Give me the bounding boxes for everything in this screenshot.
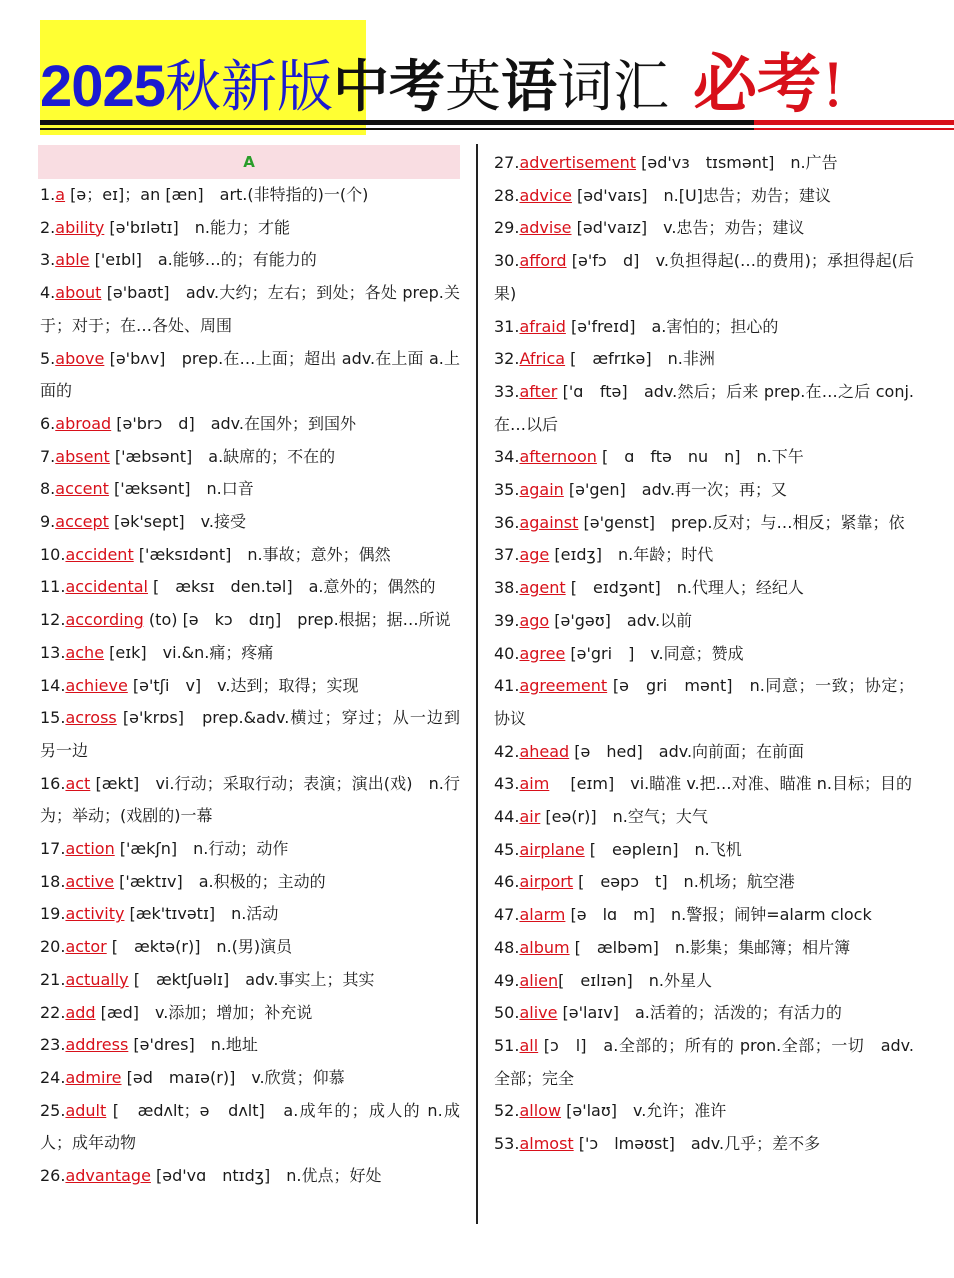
vocab-entry xyxy=(494,899,914,932)
entry-word: ability xyxy=(55,217,105,237)
entry-definition: [æk'tɪvətɪ] n.活动 xyxy=(124,904,279,924)
vocab-entry xyxy=(40,604,460,637)
entry-definition: ['ækʃn] n.行动；动作 xyxy=(114,839,289,859)
entry-definition: [ eɪlɪən] n.外星人 xyxy=(558,970,713,990)
column-divider xyxy=(476,144,478,1224)
vocab-entry xyxy=(494,507,914,540)
entry-definition: [ə'krɒs] prep.&adv.横过；穿过；从一边到另一边 xyxy=(40,708,460,760)
entry-number: 4. xyxy=(40,283,56,303)
entry-word: ache xyxy=(65,642,105,662)
title-season: 秋新版 xyxy=(165,55,334,120)
vocab-entry xyxy=(40,1160,460,1193)
entry-word: add xyxy=(65,1002,96,1022)
entry-number: 13. xyxy=(40,642,66,662)
entry-number: 29. xyxy=(494,218,520,238)
entry-definition: [ə'genst] prep.反对；与…相反；紧靠；依 xyxy=(578,512,905,532)
entry-definition: ['eɪbl] a.能够…的；有能力的 xyxy=(89,250,317,270)
entry-number: 17. xyxy=(40,839,66,859)
vocab-entry xyxy=(494,212,914,245)
entry-definition: ['ɑ ftə] adv.然后；后来 prep.在…之后 conj.在…以后 xyxy=(494,381,914,434)
entry-number: 1. xyxy=(40,185,56,204)
entry-word: after xyxy=(519,381,558,401)
title-part2: 英 xyxy=(445,55,502,120)
entry-number: 6. xyxy=(40,413,56,433)
entry-definition: [ə'bʌv] prep.在…上面；超出 adv.在上面 a.上面的 xyxy=(40,348,460,401)
vocab-entry xyxy=(494,801,914,834)
entry-number: 39. xyxy=(494,610,520,630)
entry-number: 52. xyxy=(494,1101,520,1121)
entry-definition: ['æbsənt] a.缺席的；不在的 xyxy=(109,446,336,466)
entry-number: 9. xyxy=(40,512,56,532)
vocab-entry xyxy=(40,931,460,964)
entry-word: actor xyxy=(65,937,107,957)
entry-definition: [ə'gəʊ] adv.以前 xyxy=(549,610,693,630)
vocab-entry xyxy=(494,376,914,441)
page-title xyxy=(40,50,845,136)
entry-word: accent xyxy=(55,479,109,499)
vocab-entry xyxy=(494,441,914,474)
entry-word: almost xyxy=(519,1134,574,1154)
entry-definition: (to) [ə kɔ dɪŋ] prep.根据；据…所说 xyxy=(143,610,451,630)
right-column xyxy=(494,145,914,1161)
entry-word: airplane xyxy=(519,839,585,859)
entry-word: according xyxy=(65,610,144,630)
entry-definition: [əd'vɜ tɪsmənt] n.广告 xyxy=(636,153,838,172)
entry-definition: [əd'vɑ ntɪdʒ] n.优点；好处 xyxy=(150,1166,382,1186)
entry-number: 27. xyxy=(494,153,520,172)
title-part3: 语 xyxy=(501,55,558,120)
vocab-entry xyxy=(40,441,460,474)
vocab-entry xyxy=(494,638,914,671)
vocab-entry xyxy=(494,1030,914,1095)
vocab-entry xyxy=(494,768,914,801)
entry-word: alive xyxy=(519,1003,558,1023)
entry-definition: [əd maɪə(r)] v.欣赏；仰慕 xyxy=(121,1067,345,1087)
vocab-entry xyxy=(40,964,460,997)
entry-definition: [eɪdʒ] n.年龄；时代 xyxy=(549,545,714,565)
entry-number: 43. xyxy=(494,774,520,794)
entry-definition: [əd'vaɪs] n.[U]忠告；劝告；建议 xyxy=(571,185,831,205)
title-year: 2025 xyxy=(40,54,166,119)
vocab-entry xyxy=(40,473,460,506)
entry-word: against xyxy=(519,512,579,532)
entry-number: 15. xyxy=(40,708,66,728)
entry-definition: [ə'bɪlətɪ] n.能力；才能 xyxy=(104,217,290,237)
entry-word: admire xyxy=(65,1067,122,1087)
entry-number: 45. xyxy=(494,839,520,859)
entry-definition: [ ælbəm] n.影集；集邮簿；相片簿 xyxy=(569,937,851,957)
entry-word: about xyxy=(55,283,102,303)
entry-definition: [ eɪdʒənt] n.代理人；经纪人 xyxy=(565,578,804,598)
entry-definition: [ə；eɪ]；an [æn] art.(非特指的)一(个) xyxy=(65,185,369,204)
entry-word: accept xyxy=(55,512,109,532)
entry-word: act xyxy=(65,773,91,793)
entry-definition: [ ædʌlt；ə dʌlt] a.成年的；成人的 n.成人；成年动物 xyxy=(40,1100,460,1153)
entry-definition: ['æktɪv] a.积极的；主动的 xyxy=(114,871,326,891)
entry-word: Africa xyxy=(519,349,566,369)
entry-number: 22. xyxy=(40,1002,66,1022)
vocab-entry xyxy=(40,179,460,212)
vocab-entry xyxy=(494,605,914,638)
entry-word: abroad xyxy=(55,413,112,433)
entry-word: able xyxy=(55,250,90,270)
entry-definition: [ə'laɪv] a.活着的；活泼的；有活力的 xyxy=(557,1003,842,1023)
entry-number: 40. xyxy=(494,643,520,663)
entry-number: 12. xyxy=(40,610,66,630)
entry-word: advise xyxy=(519,218,572,238)
entry-number: 26. xyxy=(40,1166,66,1186)
entry-definition: [ə'fɔ d] v.负担得起(…的费用)；承担得起(后果) xyxy=(494,251,914,303)
entry-number: 5. xyxy=(40,348,56,368)
entry-word: advantage xyxy=(65,1166,151,1186)
entry-number: 41. xyxy=(494,676,520,696)
title-exclamation: ! xyxy=(821,51,846,121)
vocab-entry xyxy=(494,965,914,998)
entry-number: 42. xyxy=(494,741,520,761)
vocab-entry xyxy=(494,997,914,1030)
entry-number: 11. xyxy=(40,577,66,597)
entry-word: age xyxy=(519,545,550,565)
title-part1: 中考 xyxy=(333,55,446,120)
entry-word: advice xyxy=(519,185,572,205)
vocab-entry xyxy=(494,866,914,899)
entry-definition: [ə'gen] adv.再一次；再；又 xyxy=(563,480,788,500)
entry-definition: [eɪk] vi.&n.痛；疼痛 xyxy=(104,642,274,662)
entry-number: 23. xyxy=(40,1035,66,1055)
entry-number: 50. xyxy=(494,1003,520,1023)
entry-number: 28. xyxy=(494,185,520,205)
title-part4: 词汇 xyxy=(557,55,670,120)
vocab-entry xyxy=(40,997,460,1030)
title-must: 必考 xyxy=(693,48,822,122)
entry-number: 51. xyxy=(494,1035,520,1055)
vocab-entry xyxy=(40,833,460,866)
entry-definition: [ækt] vi.行动；采取行动；表演；演出(戏) n.行为；举动；(戏剧的)一幕 xyxy=(40,773,460,826)
entry-number: 7. xyxy=(40,446,56,466)
entry-definition: [ə'gri ] v.同意；赞成 xyxy=(565,643,744,663)
entry-definition: [ eəpɔ t] n.机场；航空港 xyxy=(573,872,795,892)
entry-word: air xyxy=(519,807,541,827)
entry-definition: [ə'freɪd] a.害怕的；担心的 xyxy=(565,316,779,336)
entry-definition: [ɔ l] a.全部的；所有的 pron.全部；一切 adv.全部；完全 xyxy=(494,1035,914,1088)
entry-word: airport xyxy=(519,872,574,892)
entry-definition: ['æksɪdənt] n.事故；意外；偶然 xyxy=(133,544,391,564)
entry-number: 38. xyxy=(494,578,520,598)
entry-definition: [ æktə(r)] n.(男)演员 xyxy=(106,937,293,957)
entry-word: address xyxy=(65,1035,129,1055)
vocab-entry xyxy=(40,702,460,767)
entry-definition: [ə'dres] n.地址 xyxy=(128,1035,258,1055)
entry-number: 35. xyxy=(494,480,520,500)
entry-word: album xyxy=(519,937,570,957)
entry-number: 31. xyxy=(494,316,520,336)
vocab-entry xyxy=(40,212,460,245)
entry-number: 24. xyxy=(40,1067,66,1087)
entry-number: 36. xyxy=(494,512,520,532)
entry-word: action xyxy=(65,839,115,859)
entry-word: achieve xyxy=(65,675,128,695)
vocab-entry xyxy=(494,1095,914,1128)
vocab-entry xyxy=(494,343,914,376)
vocab-entry xyxy=(494,736,914,769)
vocab-entry xyxy=(40,1062,460,1095)
entry-word: ago xyxy=(519,610,550,630)
vocab-entry xyxy=(494,572,914,605)
entry-definition: [ə hed] adv.向前面；在前面 xyxy=(569,741,805,761)
entry-number: 49. xyxy=(494,970,520,990)
entry-word: absent xyxy=(55,446,110,466)
entry-number: 21. xyxy=(40,969,66,989)
section-letter-header: A xyxy=(38,145,460,179)
entry-word: afternoon xyxy=(519,447,597,467)
entry-number: 18. xyxy=(40,871,66,891)
entry-word: advertisement xyxy=(519,153,637,172)
entry-number: 16. xyxy=(40,773,66,793)
entry-definition: ['æksənt] n.口音 xyxy=(108,479,254,499)
entry-number: 44. xyxy=(494,807,520,827)
entry-word: adult xyxy=(65,1100,107,1120)
entry-number: 25. xyxy=(40,1100,66,1120)
entry-definition: [ə'brɔ d] adv.在国外；到国外 xyxy=(111,413,356,433)
entry-number: 3. xyxy=(40,250,56,270)
entry-word: accidental xyxy=(65,577,148,597)
entry-word: activity xyxy=(65,904,125,924)
entry-definition: [ eəpleɪn] n.飞机 xyxy=(584,839,742,859)
entry-word: active xyxy=(65,871,115,891)
entry-definition: [ə gri mənt] n.同意；一致；协定；协议 xyxy=(494,676,914,728)
vocab-entry xyxy=(494,474,914,507)
entry-number: 37. xyxy=(494,545,520,565)
entry-number: 33. xyxy=(494,381,520,401)
entry-definition: [ə'laʊ] v.允许；准许 xyxy=(561,1101,727,1121)
vocab-entry xyxy=(40,1029,460,1062)
vocab-entry xyxy=(40,343,460,408)
entry-number: 46. xyxy=(494,872,520,892)
entry-word: allow xyxy=(519,1101,562,1121)
entry-definition: [eə(r)] n.空气；大气 xyxy=(540,807,708,827)
vocab-entry xyxy=(494,932,914,965)
entry-definition: [eɪm] vi.瞄准 v.把…对准、瞄准 n.目标；目的 xyxy=(549,774,912,794)
entry-number: 8. xyxy=(40,479,56,499)
entry-word: across xyxy=(65,708,117,728)
entry-number: 32. xyxy=(494,349,520,369)
entry-word: accident xyxy=(65,544,134,564)
entry-definition: [ə'tʃi v] v.达到；取得；实现 xyxy=(127,675,359,695)
entry-number: 48. xyxy=(494,937,520,957)
vocab-entry xyxy=(40,539,460,572)
entry-word: agree xyxy=(519,643,566,663)
entry-number: 14. xyxy=(40,675,66,695)
entry-number: 10. xyxy=(40,544,66,564)
entry-definition: [ ɑ ftə nu n] n.下午 xyxy=(596,447,804,467)
entry-definition: [ æksɪ den.təl] a.意外的；偶然的 xyxy=(147,577,436,597)
entry-word: actually xyxy=(65,969,129,989)
vocab-entry xyxy=(494,147,914,180)
vocab-entry xyxy=(494,180,914,213)
vocab-entry xyxy=(40,506,460,539)
left-column xyxy=(40,145,460,1193)
entry-number: 19. xyxy=(40,904,66,924)
vocab-entry xyxy=(40,244,460,277)
entry-definition: [ək'sept] v.接受 xyxy=(108,512,246,532)
title-banner xyxy=(40,20,954,135)
vocab-list-left xyxy=(40,179,460,1193)
vocab-entry xyxy=(40,866,460,899)
vocab-entry xyxy=(40,571,460,604)
entry-word: all xyxy=(519,1035,539,1055)
vocab-entry xyxy=(40,408,460,441)
vocab-entry xyxy=(40,768,460,833)
vocab-entry xyxy=(494,670,914,735)
entry-word: aim xyxy=(519,774,550,794)
entry-word: afford xyxy=(519,251,567,271)
entry-number: 30. xyxy=(494,251,520,271)
vocab-entry xyxy=(40,670,460,703)
vocab-entry xyxy=(494,539,914,572)
entry-definition: [ æktʃuəlɪ] adv.事实上；其实 xyxy=(128,969,375,989)
entry-number: 47. xyxy=(494,905,520,925)
vocab-entry xyxy=(40,637,460,670)
entry-definition: [əd'vaɪz] v.忠告；劝告；建议 xyxy=(571,218,805,238)
entry-definition: ['ɔ lməʊst] adv.几乎；差不多 xyxy=(573,1134,821,1154)
vocab-entry xyxy=(494,245,914,310)
vocab-entry xyxy=(494,311,914,344)
vocab-entry xyxy=(40,898,460,931)
entry-number: 53. xyxy=(494,1134,520,1154)
entry-word: a xyxy=(55,185,66,204)
entry-definition: [ə'baʊt] adv.大约；左右；到处；各处 prep.关于；对于；在…各处、周围 xyxy=(40,283,460,335)
entry-word: afraid xyxy=(519,316,566,336)
vocab-entry xyxy=(494,1128,914,1161)
entry-word: agent xyxy=(519,578,566,598)
entry-word: alien xyxy=(519,970,559,990)
vocab-list-right xyxy=(494,147,914,1161)
vocab-entry xyxy=(40,277,460,342)
vocab-entry xyxy=(40,1095,460,1160)
entry-number: 20. xyxy=(40,937,66,957)
entry-word: ahead xyxy=(519,741,570,761)
entry-number: 34. xyxy=(494,447,520,467)
entry-word: above xyxy=(55,348,105,368)
entry-definition: [ə lɑ m] n.警报；闹钟=alarm clock xyxy=(565,905,872,925)
entry-number: 2. xyxy=(40,217,56,237)
vocab-entry xyxy=(494,834,914,867)
entry-definition: [ æfrɪkə] n.非洲 xyxy=(565,349,715,369)
entry-word: again xyxy=(519,480,564,500)
entry-definition: [æd] v.添加；增加；补充说 xyxy=(95,1002,313,1022)
entry-word: agreement xyxy=(519,676,608,696)
entry-word: alarm xyxy=(519,905,566,925)
